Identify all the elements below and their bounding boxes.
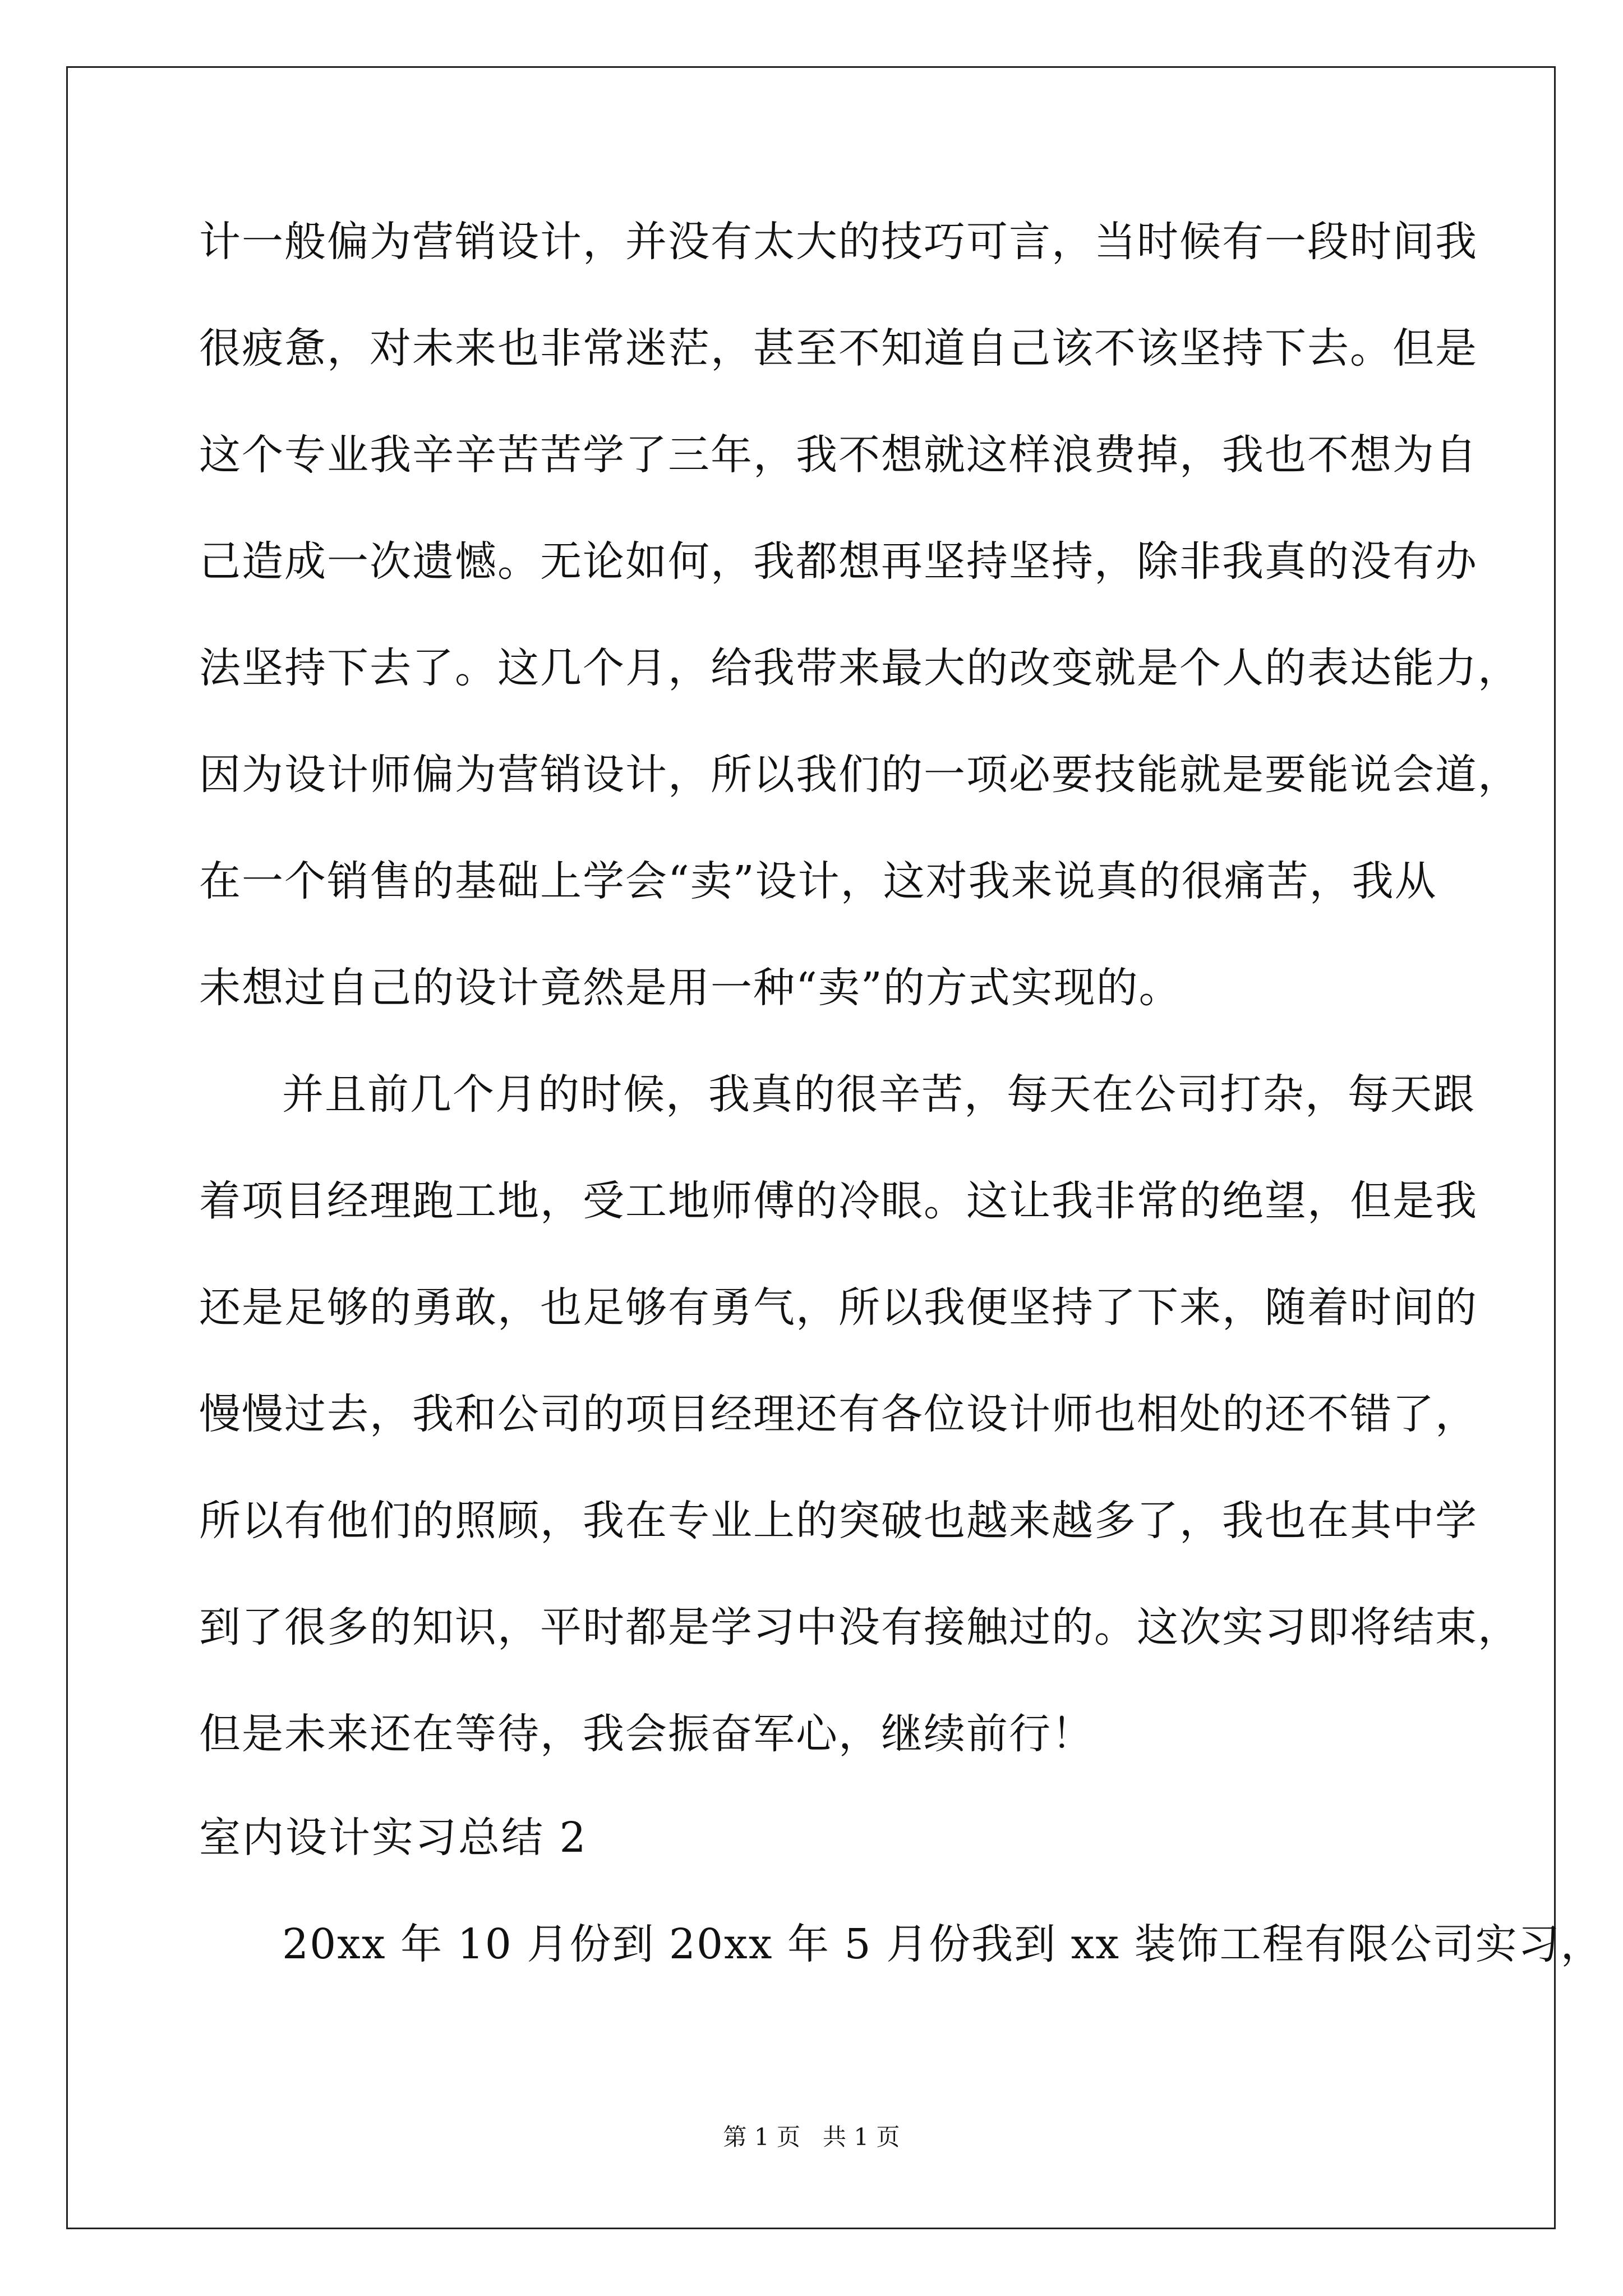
page-border bbox=[66, 66, 1556, 2229]
paragraph-3-line: 20xx 年 10 月份到 20xx 年 5 月份我到 xx 装饰工程有限公司实习， bbox=[282, 1920, 1603, 1968]
paragraph-2-line: 但是未来还在等待，我会振奋军心，继续前行！ bbox=[199, 1710, 1094, 1758]
paragraph-1-line: 未想过自己的设计竟然是用一种“卖”的方式实现的。 bbox=[199, 964, 1182, 1012]
paragraph-2-line: 到了很多的知识，平时都是学习中没有接触过的。这次实习即将结束， bbox=[199, 1603, 1520, 1651]
paragraph-1-line: 计一般偏为营销设计，并没有太大的技巧可言，当时候有一段时间我 bbox=[199, 218, 1478, 266]
paragraph-2-line: 慢慢过去，我和公司的项目经理还有各位设计师也相处的还不错了， bbox=[199, 1390, 1478, 1438]
paragraph-2-line: 还是足够的勇敢，也足够有勇气，所以我便坚持了下来，随着时间的 bbox=[199, 1283, 1478, 1332]
section-heading: 室内设计实习总结 2 bbox=[199, 1814, 588, 1862]
paragraph-2-line: 并且前几个月的时候，我真的很辛苦，每天在公司打杂，每天跟 bbox=[282, 1070, 1476, 1119]
paragraph-1-line: 在一个销售的基础上学会“卖”设计，这对我来说真的很痛苦，我从 bbox=[199, 857, 1437, 905]
paragraph-1-line: 这个专业我辛辛苦苦学了三年，我不想就这样浪费掉，我也不想为自 bbox=[199, 431, 1478, 479]
paragraph-2-line: 着项目经理跑工地，受工地师傅的冷眼。这让我非常的绝望，但是我 bbox=[199, 1177, 1478, 1225]
page-number-footer: 第 1 页 共 1 页 bbox=[723, 2123, 900, 2151]
paragraph-1-line: 因为设计师偏为营销设计，所以我们的一项必要技能就是要能说会道， bbox=[199, 751, 1520, 799]
paragraph-1-line: 很疲惫，对未来也非常迷茫，甚至不知道自己该不该坚持下去。但是 bbox=[199, 324, 1478, 372]
paragraph-1-line: 己造成一次遗憾。无论如何，我都想再坚持坚持，除非我真的没有办 bbox=[199, 537, 1478, 586]
paragraph-2-line: 所以有他们的照顾，我在专业上的突破也越来越多了，我也在其中学 bbox=[199, 1497, 1478, 1545]
paragraph-1-line: 法坚持下去了。这几个月，给我带来最大的改变就是个人的表达能力， bbox=[199, 644, 1520, 692]
